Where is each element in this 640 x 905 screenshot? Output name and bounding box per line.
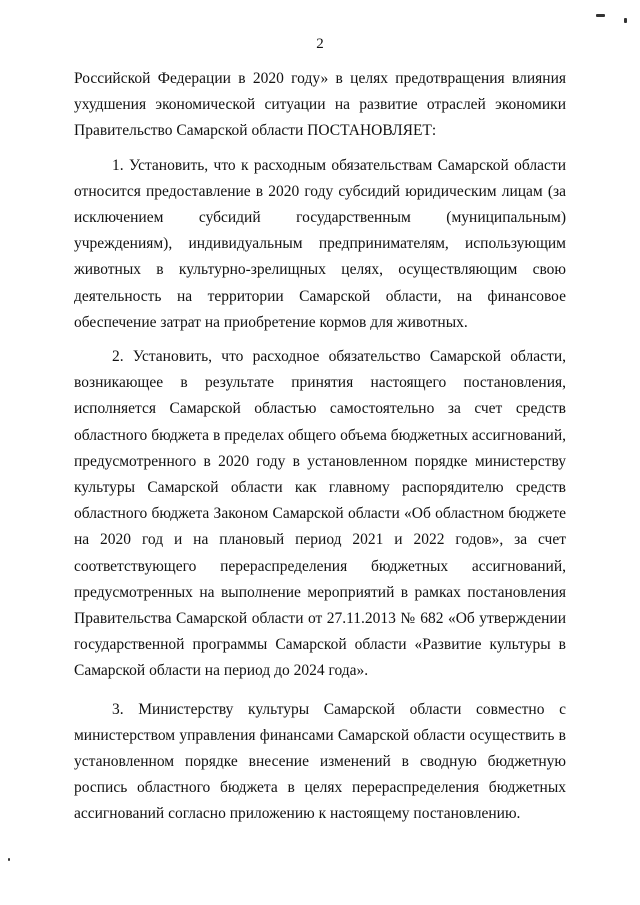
paragraph-item-2: 2. Установить, что расходное обязательство Самарской области, возникающее в результате принятия настоящего постановления, исполняется Самарской областью самостоятельно за счет средств областного бюджета в пределах общего объема бюджетных ассигнований, предусмотренного в 2020 году в установленном порядке министерству культуры Самарской области как главному распорядителю средств областного бюджета Законом Самарской области «Об областном бюджете на 2020 год и на плановый период 2021 и 2022 годов», за счет соответствующего перераспределения бюджетных ассигнований, предусмотренных на выполнение мероприятий в рамках постановления Правительства Самарской области от 27.11.2013 № 682 «Об утверждении государственной программы Самарской области «Развитие культуры в Самарской области на период до 2024 года». (74, 348, 566, 680)
scan-speck (596, 14, 605, 17)
scan-speck (624, 18, 627, 23)
paragraph-item-3: 3. Министерству культуры Самарской области совместно с министерством управления финансами Самарской области осуществить в установленном порядке внесение изменений в сводную бюджетную роспись областного бюджета в целях перераспределения бюджетных ассигнований согласно приложению к настоящему постановлению. (74, 700, 566, 823)
paragraph-item-1: 1. Установить, что к расходным обязательствам Самарской области относится предоставление в 2020 году субсидий юридическим лицам (за исключением субсидий государственным (муниципальным) учреждениям), индивидуальным предпринимателям, использующим животных в культурно-зрелищных целях, осуществляющим свою деятельность на территории Самарской области, на финансовое обеспечение затрат на приобретение кормов для животных. (74, 156, 566, 331)
scan-speck (8, 858, 10, 861)
page-number: 2 (316, 36, 324, 52)
paragraph-intro: Российской Федерации в 2020 году» в целях предотвращения влияния ухудшения экономической ситуации на развитие отраслей экономики Правительство Самарской области ПОСТАНОВЛЯЕТ: (74, 70, 566, 140)
document-body (74, 66, 566, 828)
